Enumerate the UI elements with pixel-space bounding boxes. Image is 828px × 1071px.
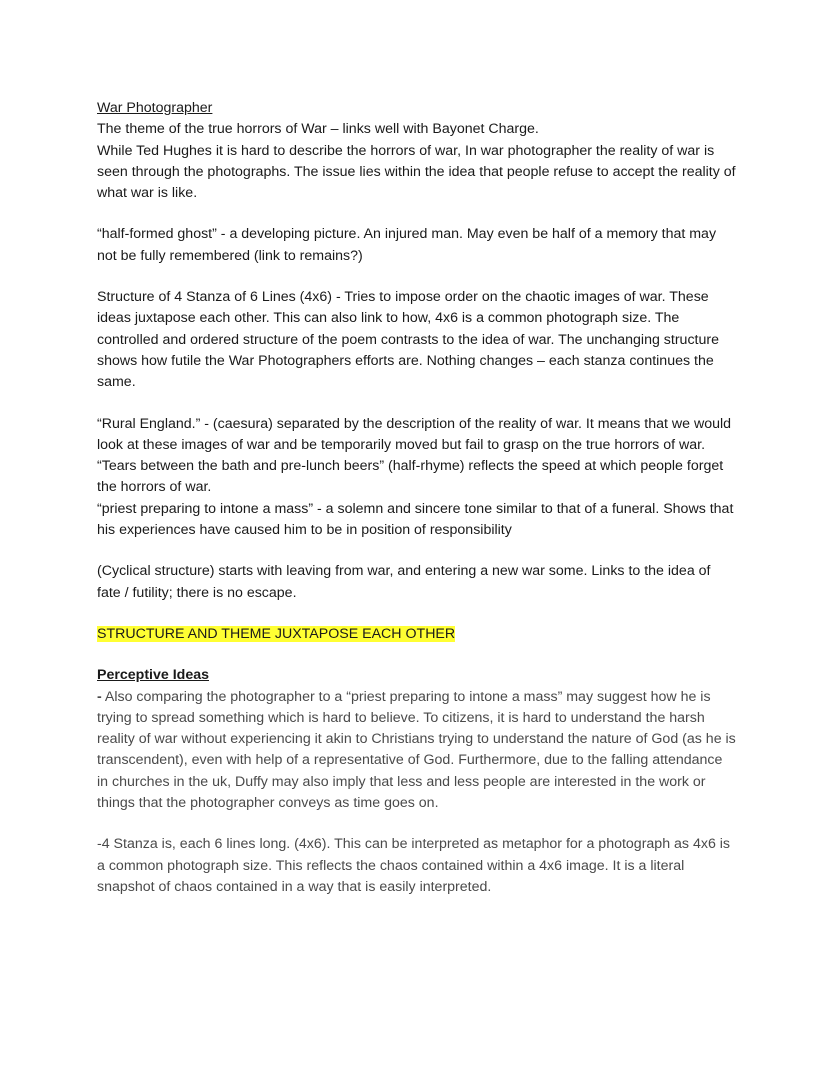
highlight-banner-line xyxy=(97,624,737,645)
cyclical-paragraph: (Cyclical structure) starts with leaving from war, and entering a new war some. Links to the idea of fate / futility; there is no escape. xyxy=(97,563,711,601)
rural-england-paragraph: “Rural England.” - (caesura) separated by the description of the reality of war. It means that we would look at these images of war and be temporarily moved but fail to grasp on the true horrors of war. xyxy=(97,415,732,453)
tears-quote-paragraph: “Tears between the bath and pre-lunch beers” (half-rhyme) reflects the speed at which people forget the horrors of war. xyxy=(97,458,724,496)
perceptive-paragraph-2: -4 Stanza is, each 6 lines long. (4x6). This can be interpreted as metaphor for a photograph as 4x6 is a common photograph size. This reflects the chaos contained within a 4x6 image. It is a literal snapshot of chaos contained in a way that is easily interpreted. xyxy=(97,836,731,895)
highlighted-text: STRUCTURE AND THEME JUXTAPOSE EACH OTHER xyxy=(97,625,456,642)
perceptive-paragraph-1 xyxy=(97,687,737,815)
spacer xyxy=(97,814,737,834)
spacer xyxy=(97,604,737,624)
bullet-dash: - xyxy=(97,688,102,705)
perceptive-text-1: Also comparing the photographer to a “priest preparing to intone a mass” may suggest how he is trying to spread something which is hard to believe. To citizens, it is hard to understand the harsh reality of war without experiencing it akin to Christians trying to understand the nature of God (as he is transcendent), even with help of a representative of God. Furthermore, due to the falling attendance in churches in the uk, Duffy may also imply that less and less people are interested in the work or things that the photographer conveys as time goes on. xyxy=(97,688,736,812)
document-page xyxy=(97,98,737,898)
spacer xyxy=(97,204,737,224)
ghost-quote-paragraph: “half-formed ghost” - a developing picture. An injured man. May even be half of a memory that may not be fully remembered (link to remains?) xyxy=(97,226,717,264)
spacer xyxy=(97,394,737,414)
structure-paragraph: Structure of 4 Stanza of 6 Lines (4x6) - Tries to impose order on the chaotic images of war. These ideas juxtapose each other. This can also link to how, 4x6 is a common photograph size. The controlled and ordered structure of the poem contrasts to the idea of war. The unchanging structure shows how futile the War Photographers efforts are. Nothing changes – each stanza continues the same. xyxy=(97,289,719,391)
intro-paragraph: While Ted Hughes it is hard to describe the horrors of war, In war photographer the reality of war is seen through the photographs. The issue lies within the idea that people refuse to accept the reality of what war is like. xyxy=(97,142,736,202)
priest-quote-paragraph: “priest preparing to intone a mass” - a solemn and sincere tone similar to that of a funeral. Shows that his experiences have caused him to be in position of responsibility xyxy=(97,500,734,539)
spacer xyxy=(97,645,737,665)
spacer xyxy=(97,541,737,561)
spacer xyxy=(97,267,737,287)
perceptive-ideas-heading: Perceptive Ideas xyxy=(97,667,209,684)
document-title: War Photographer xyxy=(97,100,213,116)
theme-line: The theme of the true horrors of War – links well with Bayonet Charge. xyxy=(97,121,539,138)
